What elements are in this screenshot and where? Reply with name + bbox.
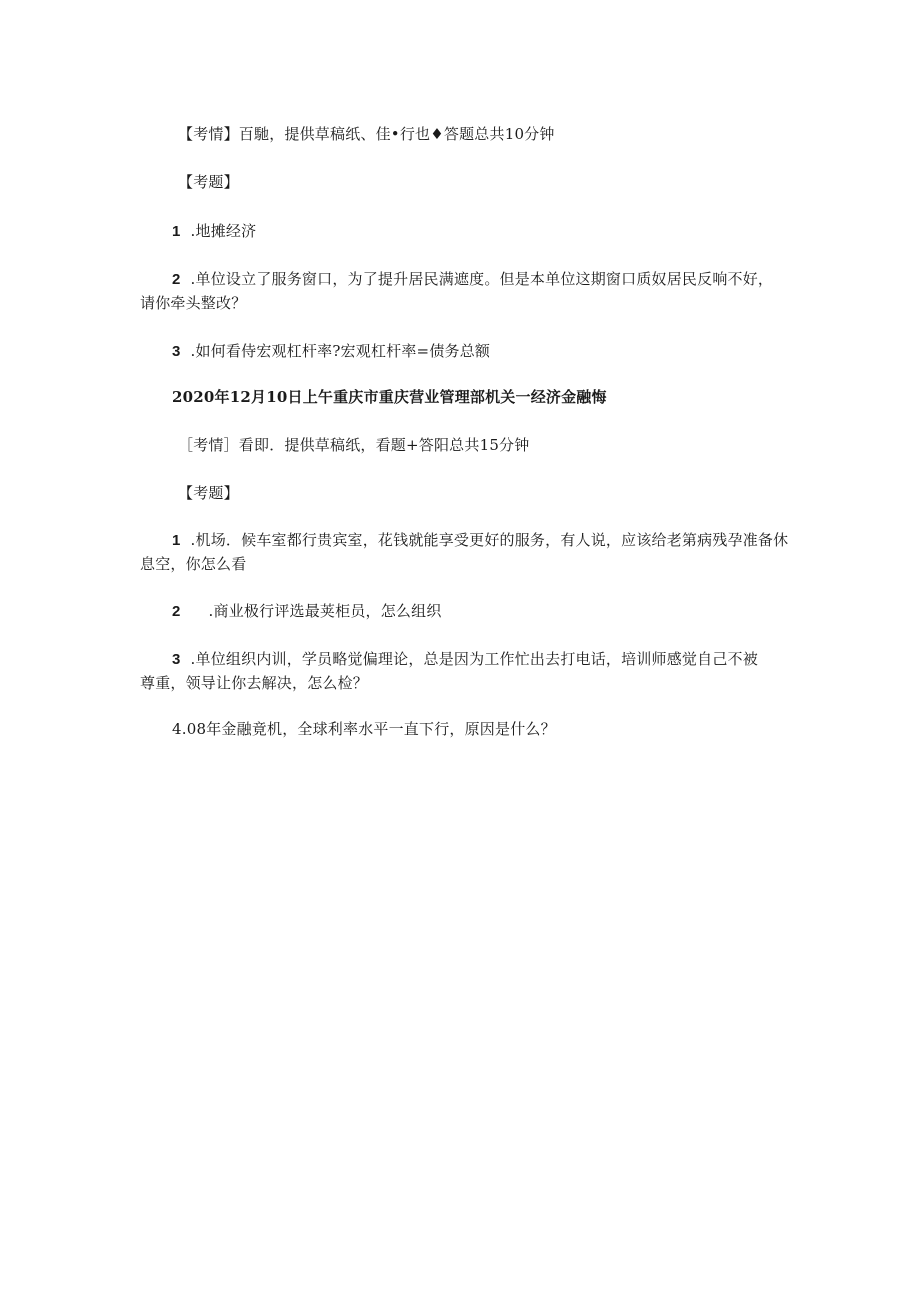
question-number: 1 (172, 532, 181, 549)
questions-heading-1: 【考题】 (178, 173, 239, 191)
section-heading-2: 2020年12月10日上午重庆市重庆营业管理部机关一经济金融悔 (172, 388, 607, 406)
questions-heading-2: 【考题】 (178, 484, 239, 502)
exam-info-2: ［考情］看即．提供草稿纸，看题+答阳总共15分钟 (178, 436, 530, 454)
question-number: 2 (172, 603, 181, 620)
question-number: 2 (172, 271, 181, 288)
question-2-3 (172, 648, 758, 671)
question-2-1 (172, 529, 788, 552)
question-text-line-1: .单位组织内训，学员略觉偏理论，总是因为工作忙出去打电话，培训师感觉自己不被 (190, 650, 758, 668)
question-1-1 (172, 220, 256, 243)
exam-info-1: 【考情】百馳，提供草稿纸、佳•行也♦答题总共10分钟 (178, 125, 555, 143)
question-2-2 (172, 600, 442, 623)
question-1-3 (172, 340, 490, 363)
question-text: .如何看侍宏观杠杆率?宏观杠杆率=债务总额 (190, 342, 491, 360)
question-1-2 (172, 268, 773, 291)
question-2-1-cont: 息空，你怎么看 (140, 555, 247, 573)
question-text-line-1: .单位设立了服务窗口，为了提升居民满遮度。但是本单位这期窗口质奴居民反响不好， (190, 270, 774, 288)
question-2-4: 4.08年金融竟机，全球利率水平一直下行，原因是什么？ (172, 720, 556, 738)
question-2-3-cont: 尊重，领导让你去解决，怎么检？ (140, 674, 369, 692)
question-text-line-1: .机场．候车室都行贵宾室，花钱就能享受更好的服务，有人说，应该给老第病残孕准备休 (190, 531, 789, 549)
question-number: 3 (172, 343, 181, 360)
question-1-2-cont: 请你牵头整改？ (140, 294, 247, 312)
question-number: 3 (172, 651, 181, 668)
question-text: .商业极行评选最荚柜员，怎么组织 (208, 602, 442, 620)
question-number: 1 (172, 223, 181, 240)
question-text: .地摊经济 (190, 222, 257, 240)
